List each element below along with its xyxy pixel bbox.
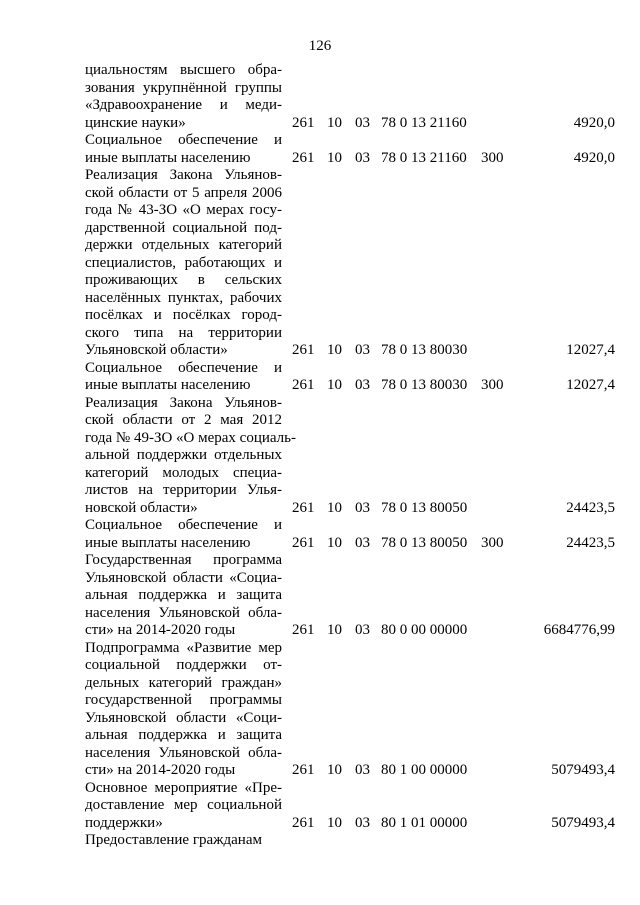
section-code: 10 — [327, 342, 342, 358]
row-name — [85, 360, 282, 395]
amount: 12027,4 — [566, 377, 615, 393]
row-codes — [282, 500, 615, 518]
row-name-line: держки отдельных категорий — [85, 237, 282, 253]
target-article-code: 80 0 00 00000 — [381, 622, 468, 638]
table-row — [85, 552, 615, 640]
row-name-line: альной поддержки отдельных — [85, 447, 282, 463]
row-name — [85, 394, 297, 518]
row-name — [85, 517, 282, 552]
subsection-code: 03 — [355, 499, 370, 516]
subsection-code: 03 — [355, 149, 370, 166]
row-name-line: дельных категорий граждан» — [85, 674, 282, 691]
row-name-line: года № 49-ЗО «О мерах социаль- — [85, 429, 297, 446]
amount: 12027,4 — [566, 342, 615, 358]
ved-code: 261 — [292, 622, 315, 638]
row-name-line: населения Ульяновской обла- — [85, 744, 282, 761]
subsection-code: 03 — [355, 534, 370, 551]
row-name-line: Социальное обеспечение и — [85, 517, 282, 533]
row-name-line: дарственной социальной под- — [85, 219, 282, 236]
row-name — [85, 552, 282, 640]
row-name — [85, 62, 282, 132]
row-name-line: Ульяновской области «Соци- — [85, 709, 282, 726]
table-row — [85, 395, 615, 518]
ved-code: 261 — [292, 534, 315, 551]
row-name-line: Основное мероприятие «Пре- — [85, 779, 282, 796]
subsection-code: 03 — [355, 622, 370, 638]
row-name-line: года № 43-ЗО «О мерах госу- — [85, 202, 282, 218]
ved-code: 261 — [292, 762, 315, 778]
expense-type-code — [481, 342, 517, 360]
row-name-line: Реализация Закона Ульянов- — [85, 394, 282, 411]
row-name — [85, 132, 282, 167]
row-name-line: листов на территории Улья- — [85, 482, 282, 498]
ved-code: 261 — [292, 149, 315, 166]
page-number: 126 — [308, 38, 332, 54]
row-name-line: поддержки» — [85, 814, 163, 831]
table-row — [85, 132, 615, 167]
row-name-line: Социальное обеспечение и — [85, 132, 282, 148]
expense-type-code — [481, 115, 517, 133]
row-name-line: Ульяновской области «Социа- — [85, 569, 282, 586]
row-name-line: зования укрупнённой группы — [85, 79, 282, 96]
row-codes — [282, 342, 615, 360]
subsection-code: 03 — [355, 762, 370, 778]
amount: 5079493,4 — [551, 762, 615, 778]
table-row — [85, 167, 615, 360]
row-name-line: государственной программы — [85, 692, 282, 708]
row-name-line: ской области от 2 мая 2012 — [85, 412, 282, 428]
amount: 24423,5 — [566, 499, 615, 516]
row-name-line: социальной поддержки от- — [85, 657, 282, 673]
amount: 24423,5 — [566, 534, 615, 551]
amount: 4920,0 — [573, 114, 615, 131]
ved-code: 261 — [292, 814, 315, 831]
row-codes — [282, 535, 615, 553]
target-article-code: 78 0 13 21160 — [381, 149, 467, 166]
row-name-line: Социальное обеспечение и — [85, 359, 282, 376]
ved-code: 261 — [292, 114, 315, 131]
expense-type-code — [481, 815, 517, 833]
row-name-line: «Здравоохранение и меди- — [85, 97, 282, 113]
section-code: 10 — [327, 762, 342, 778]
target-article-code: 78 0 13 80050 — [381, 499, 468, 516]
row-name-line: циальностям высшего обра- — [85, 62, 282, 78]
section-code: 10 — [327, 377, 342, 393]
target-article-code: 78 0 13 80050 — [381, 534, 468, 551]
amount: 4920,0 — [573, 149, 615, 166]
target-article-code: 78 0 13 21160 — [381, 114, 467, 131]
section-code: 10 — [327, 814, 342, 831]
row-name-line: иные выплаты населению — [85, 149, 251, 166]
row-name-line: ской области от 5 апреля 2006 — [85, 184, 282, 201]
amount: 6684776,99 — [543, 622, 615, 638]
row-name — [85, 832, 282, 850]
row-codes — [282, 815, 615, 833]
ved-code: 261 — [292, 499, 315, 516]
row-name-line: альная поддержка и защита — [85, 587, 282, 603]
row-name-line: цинские науки» — [85, 114, 186, 131]
row-name-line: проживающих в сельских — [85, 272, 282, 288]
table-row — [85, 832, 615, 850]
table-row — [85, 780, 615, 833]
subsection-code: 03 — [355, 377, 370, 393]
row-codes — [282, 115, 615, 133]
row-codes — [282, 377, 615, 395]
row-codes — [282, 622, 615, 640]
row-name-line: сти» на 2014-2020 годы — [85, 762, 236, 778]
row-name-line: иные выплаты населению — [85, 534, 251, 551]
row-name-line: Предоставление гражданам — [85, 832, 262, 848]
row-name-line: населённых пунктах, рабочих — [85, 289, 282, 306]
section-code: 10 — [327, 622, 342, 638]
row-name-line: населения Ульяновской обла- — [85, 604, 282, 621]
expense-type-code — [481, 500, 517, 518]
expense-type-code: 300 — [481, 534, 504, 551]
section-code: 10 — [327, 534, 342, 551]
expense-type-code: 300 — [481, 149, 504, 166]
row-name-line: альная поддержка и защита — [85, 727, 282, 743]
target-article-code: 78 0 13 80030 — [381, 342, 468, 358]
ved-code: 261 — [292, 342, 315, 358]
table-row — [85, 640, 615, 780]
row-name-line: специалистов, работающих и — [85, 254, 282, 271]
target-article-code: 78 0 13 80030 — [381, 377, 468, 393]
row-name-line: Подпрограмма «Развитие мер — [85, 639, 282, 656]
row-name-line: сти» на 2014-2020 годы — [85, 622, 236, 638]
row-name-line: ского типа на территории — [85, 324, 282, 341]
row-name-line: категорий молодых специа- — [85, 464, 282, 481]
expense-type-code: 300 — [481, 377, 504, 393]
row-name — [85, 780, 282, 833]
table-row — [85, 62, 615, 132]
subsection-code: 03 — [355, 114, 370, 131]
row-codes — [282, 150, 615, 168]
section-code: 10 — [327, 149, 342, 166]
amount: 5079493,4 — [551, 814, 615, 831]
expense-type-code — [481, 622, 517, 640]
target-article-code: 80 1 00 00000 — [381, 762, 468, 778]
budget-table — [85, 62, 615, 850]
subsection-code: 03 — [355, 814, 370, 831]
expense-type-code — [481, 762, 517, 780]
table-row — [85, 360, 615, 395]
section-code: 10 — [327, 114, 342, 131]
row-name-line: новской области» — [85, 499, 198, 516]
ved-code: 261 — [292, 377, 315, 393]
row-name-line: доставление мер социальной — [85, 797, 282, 813]
section-code: 10 — [327, 499, 342, 516]
table-row — [85, 517, 615, 552]
row-codes — [282, 762, 615, 780]
row-name-line: Государственная программа — [85, 552, 282, 568]
subsection-code: 03 — [355, 342, 370, 358]
row-name-line: Ульяновской области» — [85, 342, 228, 358]
row-name — [85, 167, 282, 360]
row-name-line: посёлках и посёлках город- — [85, 307, 282, 323]
target-article-code: 80 1 01 00000 — [381, 814, 468, 831]
row-name-line: иные выплаты населению — [85, 377, 251, 393]
row-name-line: Реализация Закона Ульянов- — [85, 167, 282, 183]
row-name — [85, 640, 282, 780]
